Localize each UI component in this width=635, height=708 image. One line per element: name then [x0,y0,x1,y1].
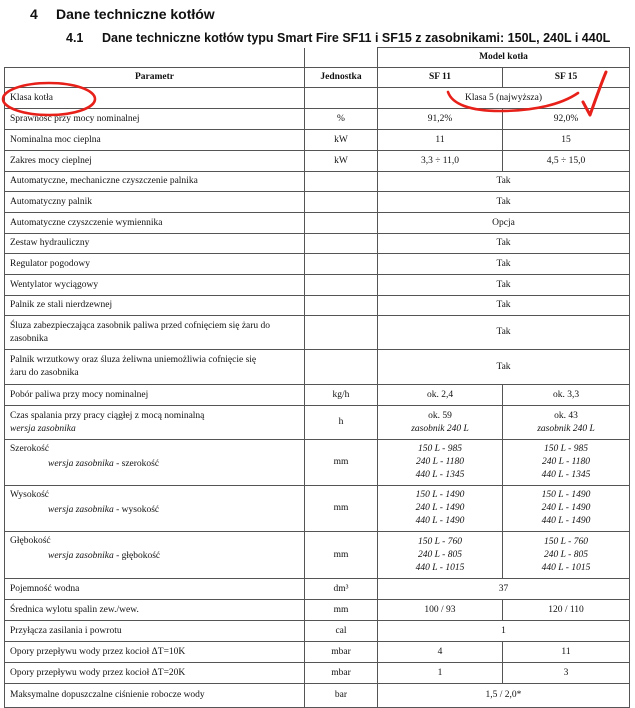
value-line: 240 L - 805 [418,549,462,560]
param-cell: Pobór paliwa przy mocy nominalnej [5,385,305,406]
sf11-cell: 1 [378,663,503,684]
table-row [5,486,630,532]
table-row [5,406,630,440]
unit-cell: mm [305,532,378,579]
param-cell: Pojemność wodna [5,579,305,600]
sf15-cell: 15 [503,130,630,151]
sf15-cell: 11 [503,642,630,663]
table-row [5,579,630,600]
value-line: 240 L - 1490 [415,503,465,513]
value-cell: Tak [378,254,630,275]
table-row [5,440,630,486]
value-line: 440 L - 1345 [541,470,591,480]
header-unit: Jednostka [305,68,378,88]
param-subline: wersja zasobnika [48,551,114,561]
sf11-cell: 3,3 ÷ 11,0 [378,151,503,172]
param-line: Głębokość [10,536,51,546]
table-row [5,385,630,406]
unit-cell: % [305,109,378,130]
unit-cell: kg/h [305,385,378,406]
value-line: 150 L - 760 [418,536,462,547]
param-subline: wersja zasobnika [48,505,114,515]
unit-cell: mbar [305,663,378,684]
table-row [5,130,630,151]
table-row [5,621,630,642]
value-line: 150 L - 985 [418,444,462,454]
param-cell [5,486,305,532]
section-heading [30,6,215,22]
value-cell: Opcja [378,213,630,234]
param-cell: Regulator pogodowy [5,254,305,275]
param-cell [5,350,305,385]
value-line: zasobnik 240 L [537,423,595,434]
param-cell: Opory przepływu wody przez kocioł ΔT=20K [5,663,305,684]
subsection-heading [66,31,610,45]
value-line: zasobnik 240 L [411,423,469,434]
param-cell: Palnik ze stali nierdzewnej [5,296,305,316]
param-cell: Automatyczne czyszczenie wymiennika [5,213,305,234]
subsection-number: 4.1 [66,31,84,45]
unit-cell: mbar [305,642,378,663]
param-cell: Sprawność przy mocy nominalnej [5,109,305,130]
table-row [5,684,630,708]
value-line: 150 L - 760 [544,536,588,547]
value-cell: Tak [378,192,630,213]
unit-cell: kW [305,151,378,172]
table-row [5,213,630,234]
param-line: Wysokość [10,490,50,500]
sf11-cell [378,532,503,579]
param-line: Czas spalania przy pracy ciągłej z mocą nominalną [10,410,205,421]
table-row [5,88,630,109]
table-row [5,296,630,316]
sf15-cell: 3 [503,663,630,684]
sf15-cell [503,532,630,579]
table-row [5,642,630,663]
value-cell: Tak [378,172,630,192]
table-row [5,600,630,621]
table-row [5,350,630,385]
param-cell [5,316,305,350]
value-line: 240 L - 1180 [416,457,464,467]
param-cell: Automatyczne, mechaniczne czyszczenie palnika [5,172,305,192]
param-cell: Średnica wylotu spalin zew./wew. [5,600,305,621]
sf11-cell: 100 / 93 [378,600,503,621]
unit-cell: h [305,406,378,440]
table-row [5,172,630,192]
table-row [5,663,630,684]
value-line: ok. 59 [428,410,452,421]
param-subline-suffix: - głębokość [113,551,161,561]
param-line: Śluza zabezpieczająca zasobnik paliwa przed cofnięciem się żaru do [10,320,271,331]
subsection-title: Dane techniczne kotłów typu Smart Fire SF11 i SF15 z zasobnikami: 150L, 240L i 440L [102,31,611,45]
value-cell: 1 [378,621,630,642]
param-cell: Zestaw hydrauliczny [5,234,305,254]
sf11-cell: 11 [378,130,503,151]
value-line: 440 L - 1490 [415,516,465,526]
sf15-cell: 4,5 ÷ 15,0 [503,151,630,172]
table-row [5,109,630,130]
unit-cell: bar [305,684,378,708]
section-title: Dane techniczne kotłów [56,6,215,22]
value-cell: Tak [378,275,630,296]
sf15-cell [503,486,630,532]
param-subline-suffix: - wysokość [113,505,160,515]
sf15-cell [503,406,630,440]
param-line: Palnik wrzutkowy oraz śluza żeliwna uniemożliwia cofnięcie się [10,355,257,365]
value-line: 440 L - 1015 [415,562,465,573]
technical-data-table [4,47,630,708]
param-cell [5,440,305,486]
param-line: Szerokość [10,444,50,454]
value-line: 240 L - 1180 [542,457,590,467]
value-line: 150 L - 1490 [415,490,465,500]
sf11-cell [378,440,503,486]
table-row [5,192,630,213]
value-cell: Tak [378,316,630,350]
value-line: 150 L - 1490 [541,490,591,500]
param-cell: Przyłącza zasilania i powrotu [5,621,305,642]
param-cell: Klasa kotła [5,88,305,109]
param-line: zasobnika [10,333,48,344]
sf11-cell [378,486,503,532]
sf15-cell: ok. 3,3 [503,385,630,406]
header-row [5,68,630,88]
param-cell: Zakres mocy cieplnej [5,151,305,172]
table-row [5,234,630,254]
sf11-cell: ok. 2,4 [378,385,503,406]
table-row [5,151,630,172]
param-cell: Opory przepływu wody przez kocioł ΔT=10K [5,642,305,663]
param-line: wersja zasobnika [10,423,76,434]
param-cell [5,532,305,579]
value-line: 440 L - 1015 [541,562,591,573]
value-line: 240 L - 805 [544,549,588,560]
value-cell: Tak [378,350,630,385]
header-sf15: SF 15 [503,68,630,88]
value-line: 240 L - 1490 [541,503,591,513]
table-row [5,316,630,350]
unit-cell: mm [305,486,378,532]
model-group-header: Model kotła [378,48,630,68]
value-cell: 37 [378,579,630,600]
table-row [5,532,630,579]
param-subline-suffix: - szerokość [113,459,160,469]
sf15-cell: 92,0% [503,109,630,130]
unit-cell: dm³ [305,579,378,600]
unit-cell: mm [305,440,378,486]
param-cell: Maksymalne dopuszczalne ciśnienie robocze wody [5,684,305,708]
sf15-cell: 120 / 110 [503,600,630,621]
param-cell: Automatyczny palnik [5,192,305,213]
value-line: 150 L - 985 [544,444,588,454]
param-cell: Nominalna moc cieplna [5,130,305,151]
header-param: Parametr [5,68,305,88]
param-line: żaru do zasobnika [10,368,79,378]
value-line: ok. 43 [554,410,578,421]
value-cell: Klasa 5 (najwyższa) [378,88,630,109]
param-cell [5,406,305,440]
section-number: 4 [30,6,38,22]
value-cell: Tak [378,234,630,254]
param-subline: wersja zasobnika [48,459,114,469]
unit-cell: mm [305,600,378,621]
sf11-cell [378,406,503,440]
table-row [5,254,630,275]
sf11-cell: 91,2% [378,109,503,130]
value-line: 440 L - 1345 [415,470,465,480]
sf15-cell [503,440,630,486]
unit-cell: kW [305,130,378,151]
unit-cell: cal [305,621,378,642]
table-row [5,275,630,296]
param-cell: Wentylator wyciągowy [5,275,305,296]
value-line: 440 L - 1490 [541,516,591,526]
header-sf11: SF 11 [378,68,503,88]
value-cell: Tak [378,296,630,316]
value-cell: 1,5 / 2,0* [378,684,630,708]
unit-cell [305,88,378,109]
sf11-cell: 4 [378,642,503,663]
